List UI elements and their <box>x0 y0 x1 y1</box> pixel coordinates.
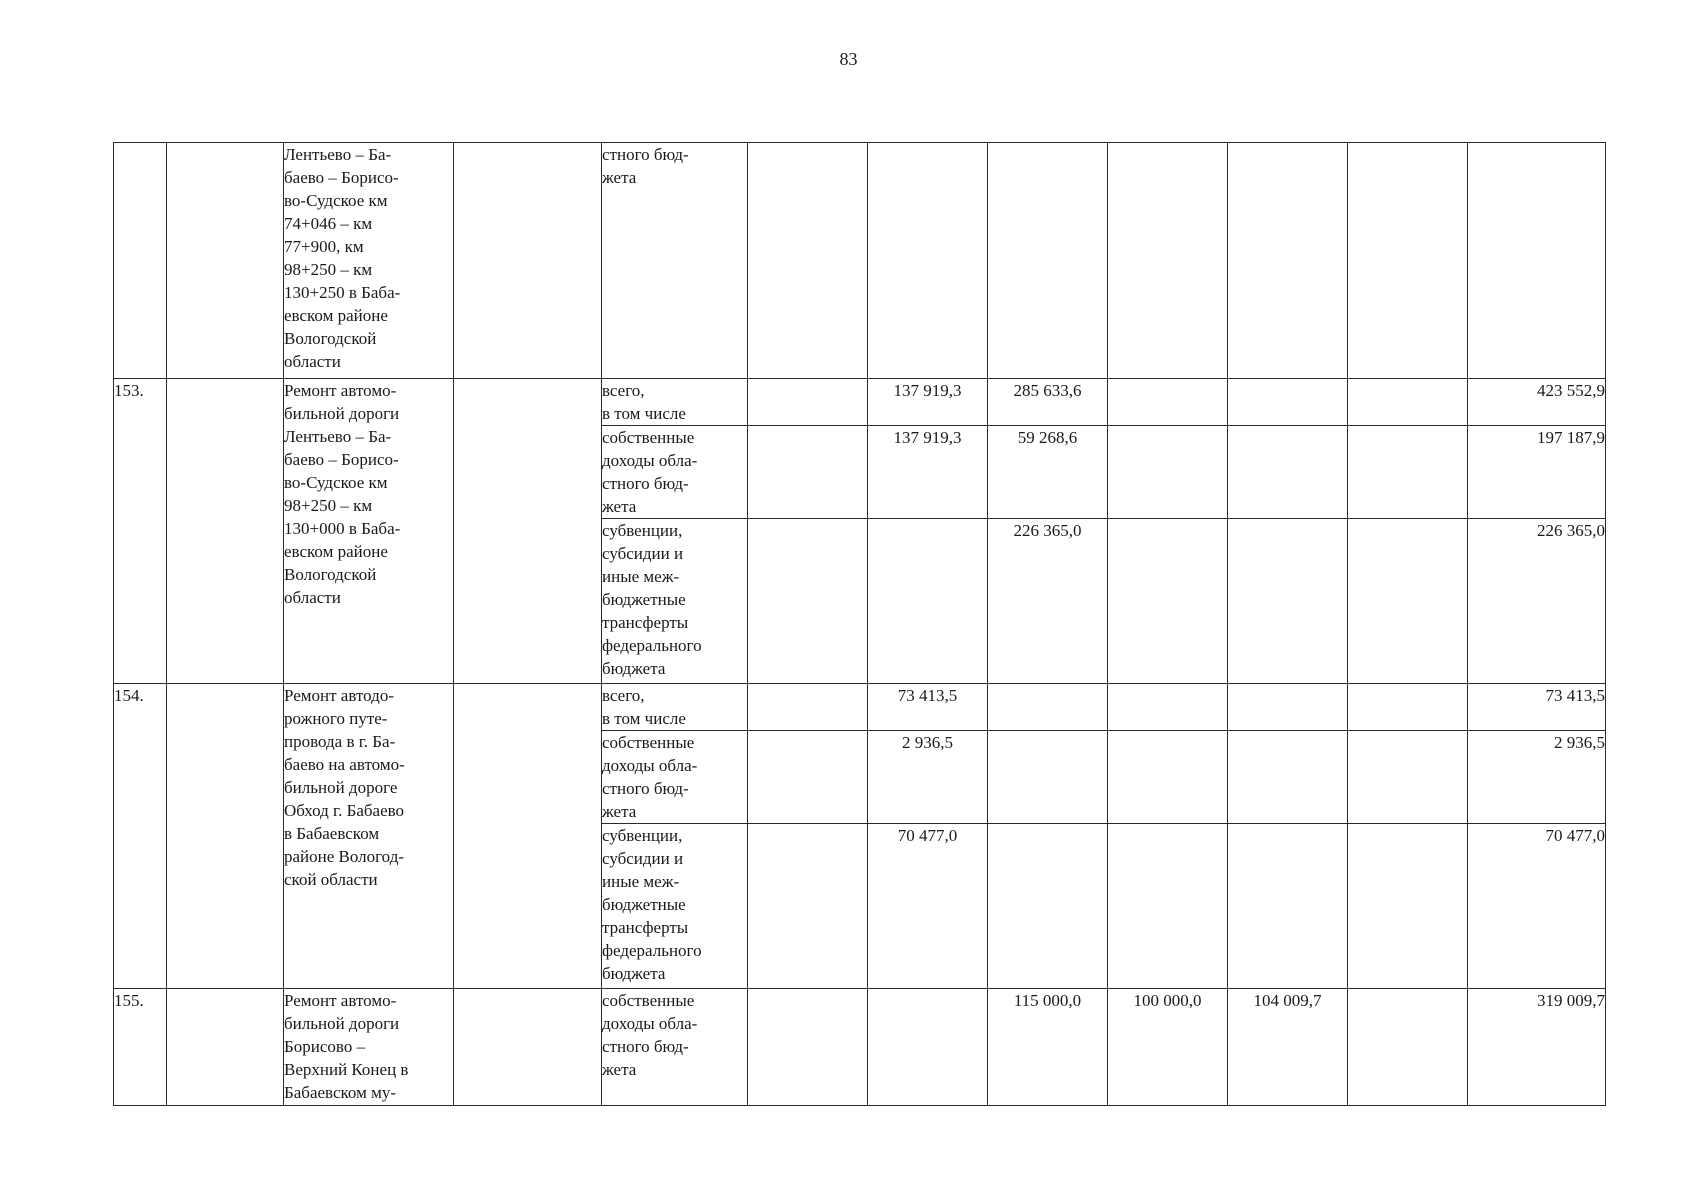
total-cell: 73 413,5 <box>1468 684 1606 731</box>
value-cell: 115 000,0 <box>988 989 1108 1106</box>
value-cell: 70 477,0 <box>868 824 988 989</box>
value-cell: 59 268,6 <box>988 426 1108 519</box>
total-cell: 423 552,9 <box>1468 379 1606 426</box>
total-cell: 319 009,7 <box>1468 989 1606 1106</box>
table-row <box>114 684 1606 731</box>
value-cell: 226 365,0 <box>988 519 1108 684</box>
funding-source: собственные доходы обла- стного бюд- жета <box>602 426 748 519</box>
funding-source: субвенции, субсидии и иные меж- бюджетные трансферты федерального бюджета <box>602 519 748 684</box>
table-row <box>114 143 1606 379</box>
funding-source: всего, в том числе <box>602 379 748 426</box>
object-name: Ремонт автомо- бильной дороги Борисово – Верхний Конец в Бабаевском му- <box>284 989 454 1106</box>
page-number: 83 <box>839 49 858 69</box>
funding-source: всего, в том числе <box>602 684 748 731</box>
value-cell: 137 919,3 <box>868 379 988 426</box>
budget-table <box>113 142 1606 1106</box>
total-cell: 2 936,5 <box>1468 731 1606 824</box>
funding-source: собственные доходы обла- стного бюд- жета <box>602 989 748 1106</box>
total-cell: 70 477,0 <box>1468 824 1606 989</box>
funding-source: стного бюд- жета <box>602 143 748 379</box>
total-cell: 197 187,9 <box>1468 426 1606 519</box>
object-name: Ремонт автомо- бильной дороги Лентьево – Ба- баево – Борисо- во-Судское км 98+250 – км 130+000 в Баба- евском районе Вологодской области <box>284 379 454 684</box>
value-cell: 100 000,0 <box>1108 989 1228 1106</box>
value-cell: 285 633,6 <box>988 379 1108 426</box>
row-number: 155. <box>114 989 167 1106</box>
total-cell: 226 365,0 <box>1468 519 1606 684</box>
value-cell: 2 936,5 <box>868 731 988 824</box>
table-row <box>114 379 1606 426</box>
value-cell: 137 919,3 <box>868 426 988 519</box>
funding-source: субвенции, субсидии и иные меж- бюджетные трансферты федерального бюджета <box>602 824 748 989</box>
value-cell: 73 413,5 <box>868 684 988 731</box>
value-cell: 104 009,7 <box>1228 989 1348 1106</box>
object-name: Ремонт автодо- рожного путе- провода в г. Ба- баево на автомо- бильной дороге Обход г. Бабаево в Бабаевском районе Вологод- ской области <box>284 684 454 989</box>
table-row <box>114 989 1606 1106</box>
funding-source: собственные доходы обла- стного бюд- жета <box>602 731 748 824</box>
object-name: Лентьево – Ба- баево – Борисо- во-Судское км 74+046 – км 77+900, км 98+250 – км 130+250 в Баба- евском районе Вологодской области <box>284 143 454 379</box>
row-number: 154. <box>114 684 167 989</box>
row-number: 153. <box>114 379 167 684</box>
